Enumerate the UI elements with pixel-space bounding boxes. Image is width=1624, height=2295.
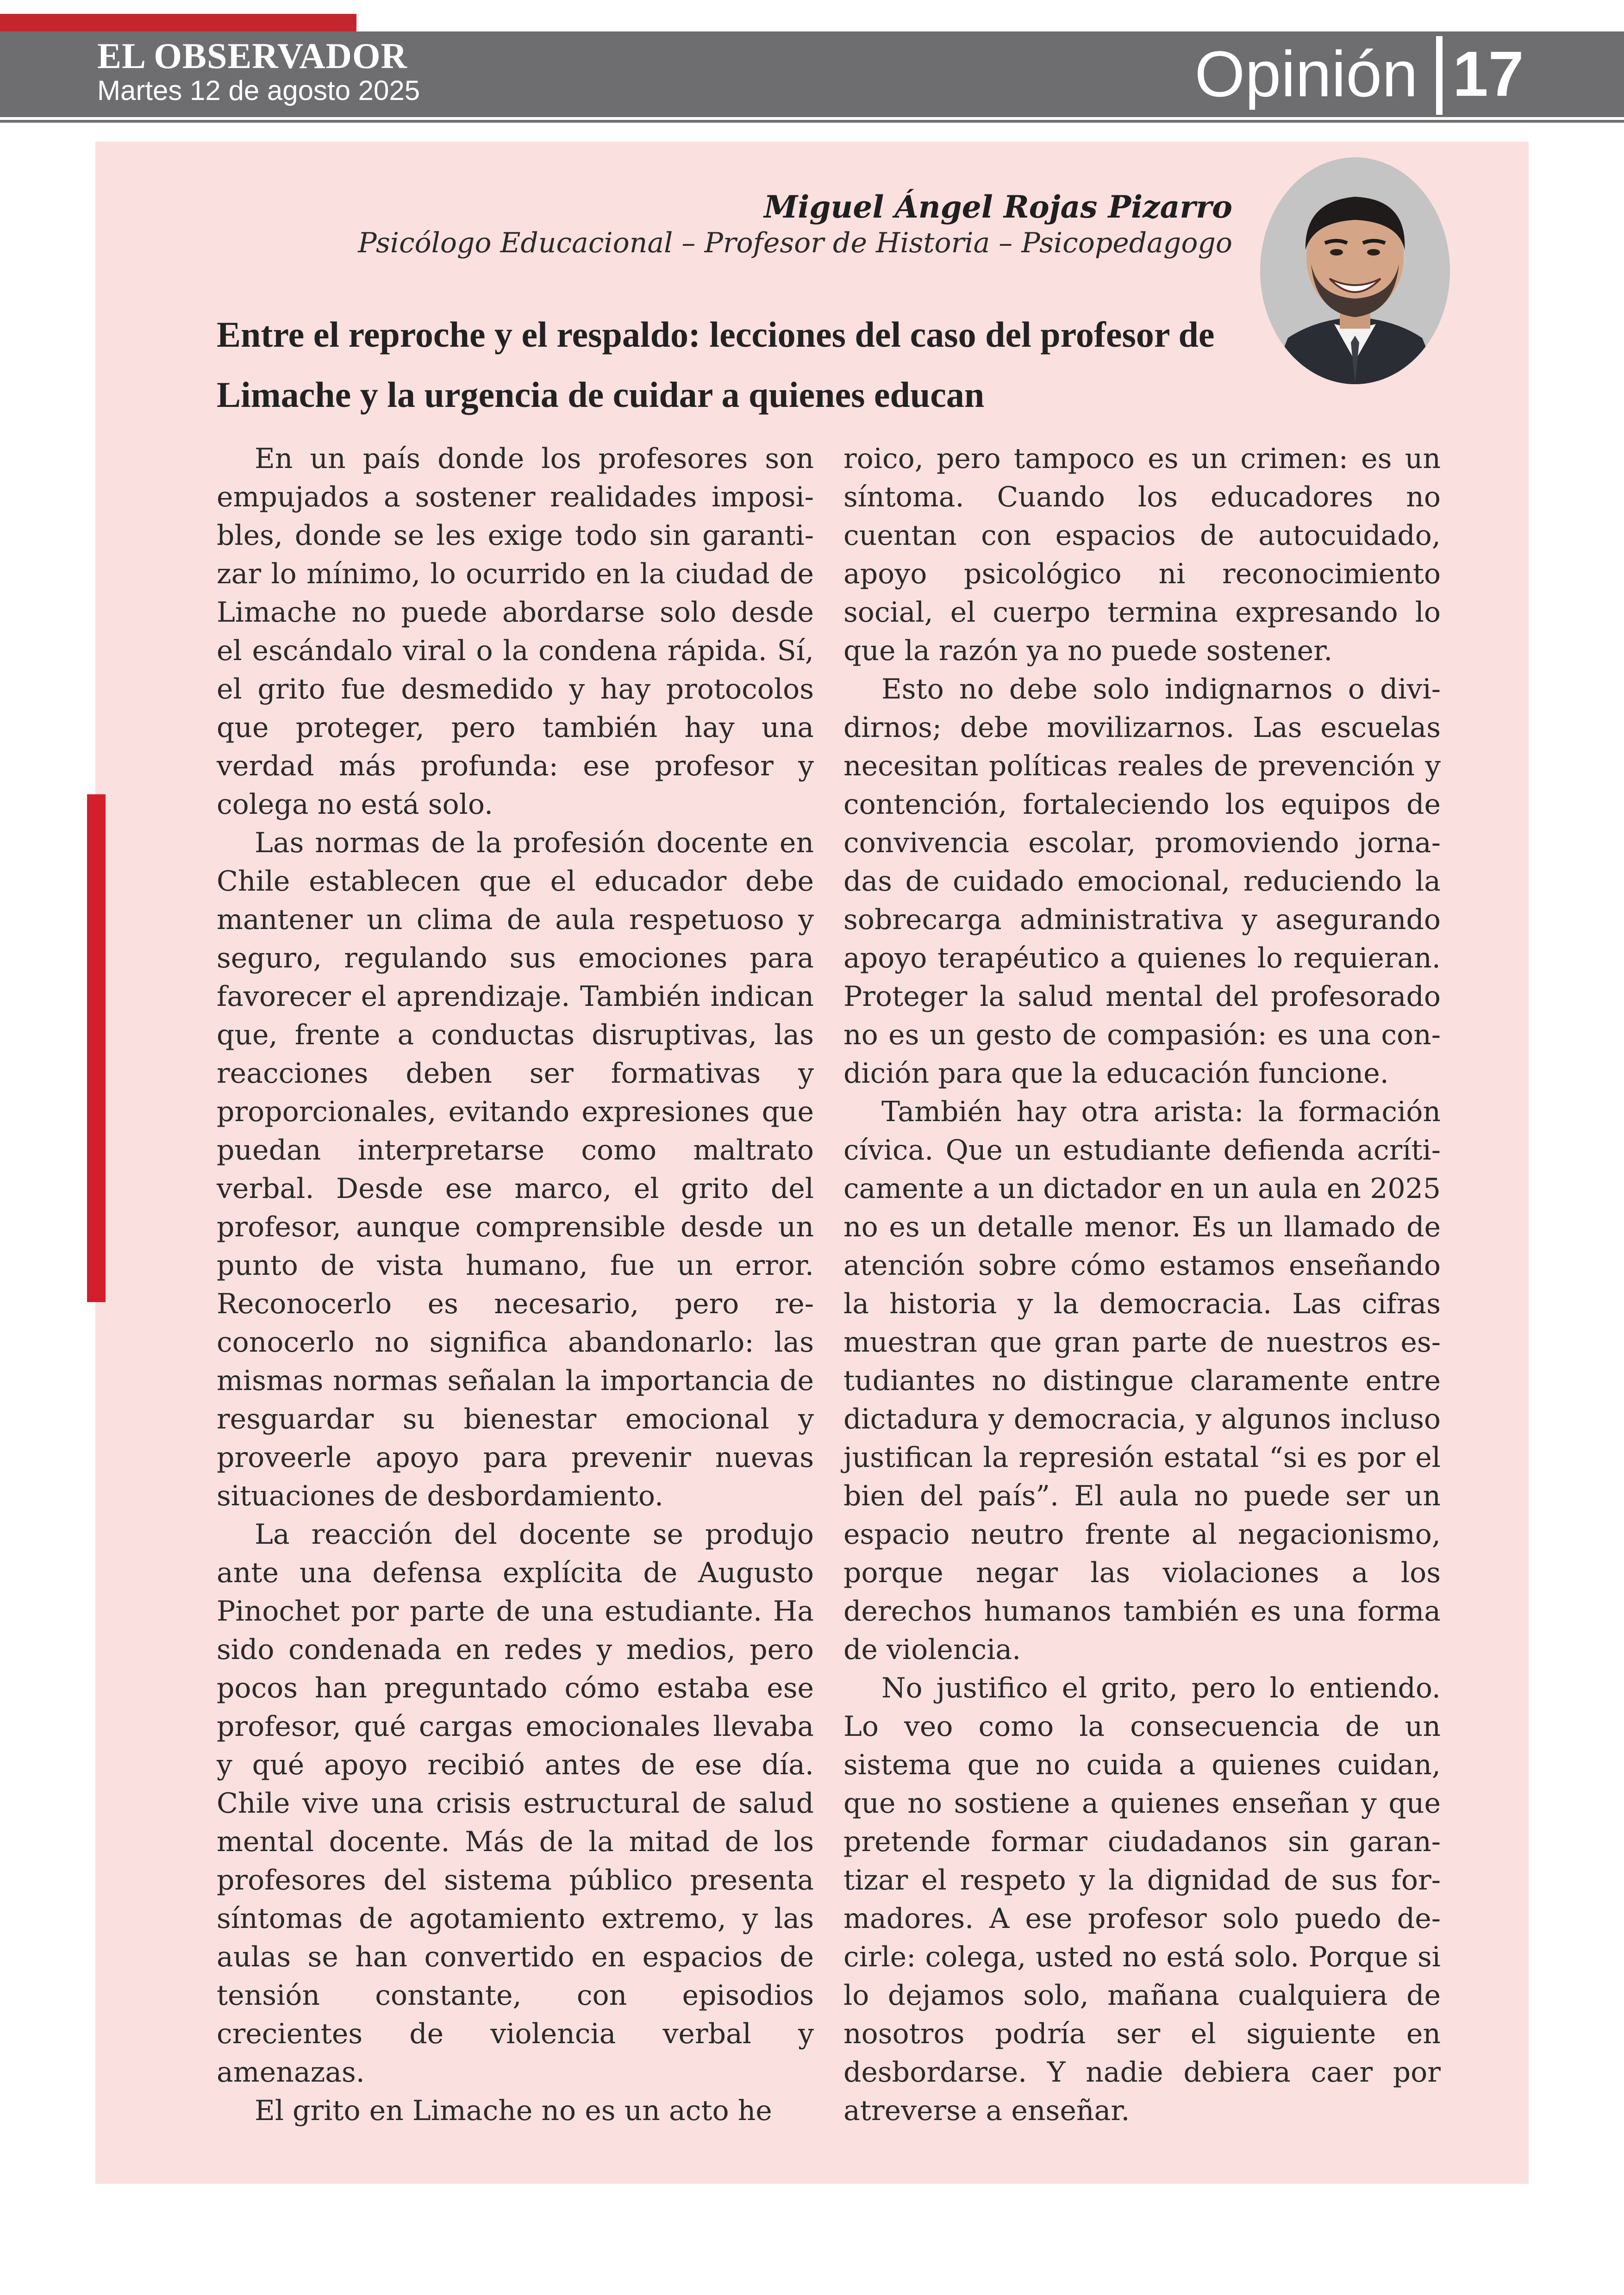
masthead-rule	[0, 120, 1624, 123]
body-paragraph: También hay otra arista: la formación cívica. Que un estudiante defienda acríticamente a un dictador en un aula en 2025 no es un detalle menor. Es un llamado de atención sobre cómo estamos enseñando la historia y la democracia. Las cifras muestran que gran parte de nuestros estudiantes no distingue claramente entre dictadura y democracia, y algunos incluso justifican la represión estatal “si es por el bien del país”. El aula no puede ser un espacio neutro frente al negacionismo, porque negar las violaciones a los derechos humanos también es una forma de violencia.	[843, 1096, 1441, 1666]
author-photo	[1260, 157, 1450, 384]
article-column-right	[843, 440, 1441, 2130]
page-number-divider	[1436, 36, 1443, 115]
author-portrait-icon	[1260, 157, 1450, 384]
page-number: 17	[1453, 38, 1524, 110]
article-headline: Entre el reproche y el respaldo: lecciones del caso del profesor de Limache y la urgencia de cuidar a quienes educan	[217, 314, 1215, 415]
body-paragraph: En un país donde los profesores son empujados a sostener realidades imposibles, donde se les exige todo sin garantizar lo mínimo, lo ocurrido en la ciudad de Limache no puede abordarse solo desde el escándalo viral o la condena rápida. Sí, el grito fue desmedido y hay protocolos que proteger, pero también hay una verdad más profunda: ese profesor y colega no está solo.	[217, 443, 814, 821]
body-paragraph: Las normas de la profesión docente en Chile establecen que el educador debe mantener un clima de aula respetuoso y seguro, regulando sus emociones para favorecer el aprendizaje. También indican que, frente a conductas disruptivas, las reacciones deben ser formativas y proporcionales, evitando expresiones que puedan interpretarse como maltrato verbal. Desde ese marco, el grito del profesor, aunque comprensible desde un punto de vista humano, fue un error. Reconocerlo es necesario, pero reconocerlo no significa abandonarlo: las mismas normas señalan la importancia de resguardar su bienestar emocional y proveerle apoyo para prevenir nuevas situaciones de desbordamiento.	[217, 827, 814, 1512]
author-role: Psicólogo Educacional – Profesor de Historia – Psicopedagogo	[358, 227, 1232, 259]
body-paragraph: Esto no debe solo indignarnos o dividirnos; debe movilizarnos. Las escuelas necesitan políticas reales de prevención y contención, fortaleciendo los equipos de convivencia escolar, promoviendo jornadas de cuidado emocional, reduciendo la sobrecarga administrativa y asegurando apoyo terapéutico a quienes lo requieran. Proteger la salud mental del profesorado no es un gesto de compasión: es una condición para que la educación funcione.	[843, 673, 1441, 1090]
body-paragraph: El grito en Limache no es un acto he	[255, 2095, 772, 2127]
body-paragraph: No justifico el grito, pero lo entiendo. Lo veo como la consecuencia de un sistema que no cuida a quienes cuidan, que no sostiene a quienes enseñan y que pretende formar ciudadanos sin garantizar el respeto y la dignidad de sus formadores. A ese profesor solo puedo decirle: colega, usted no está solo. Porque si lo dejamos solo, mañana cualquiera de nosotros podría ser el siguiente en desbordarse. Y nadie debiera caer por atreverse a enseñar.	[843, 1672, 1441, 2127]
red-side-marker	[87, 794, 106, 1302]
author-name: Miguel Ángel Rojas Pizarro	[764, 189, 1232, 225]
article-column-left	[217, 440, 814, 2130]
body-paragraph: La reacción del docente se produjo ante una defensa explícita de Augusto Pinochet por parte de una estudiante. Ha sido condenada en redes y medios, pero pocos han preguntado cómo estaba ese profesor, qué cargas emocionales llevaba y qué apoyo recibió antes de ese día. Chile vive una crisis estructural de salud mental docente. Más de la mitad de los profesores del sistema público presenta síntomas de agotamiento extremo, y las aulas se han convertido en espacios de tensión constante, con episodios crecientes de violencia verbal y amenazas.	[217, 1518, 814, 2089]
masthead-red-accent	[0, 14, 356, 31]
body-paragraph-continued: roico, pero tampoco es un crimen: es un síntoma. Cuando los educadores no cuentan con espacios de autocuidado, apoyo psicológico ni reconocimiento social, el cuerpo termina expresando lo que la razón ya no puede sostener.	[843, 443, 1441, 667]
section-title: Opinión	[1194, 37, 1418, 110]
newspaper-name: EL OBSERVADOR	[97, 36, 407, 76]
issue-date: Martes 12 de agosto 2025	[97, 75, 420, 106]
